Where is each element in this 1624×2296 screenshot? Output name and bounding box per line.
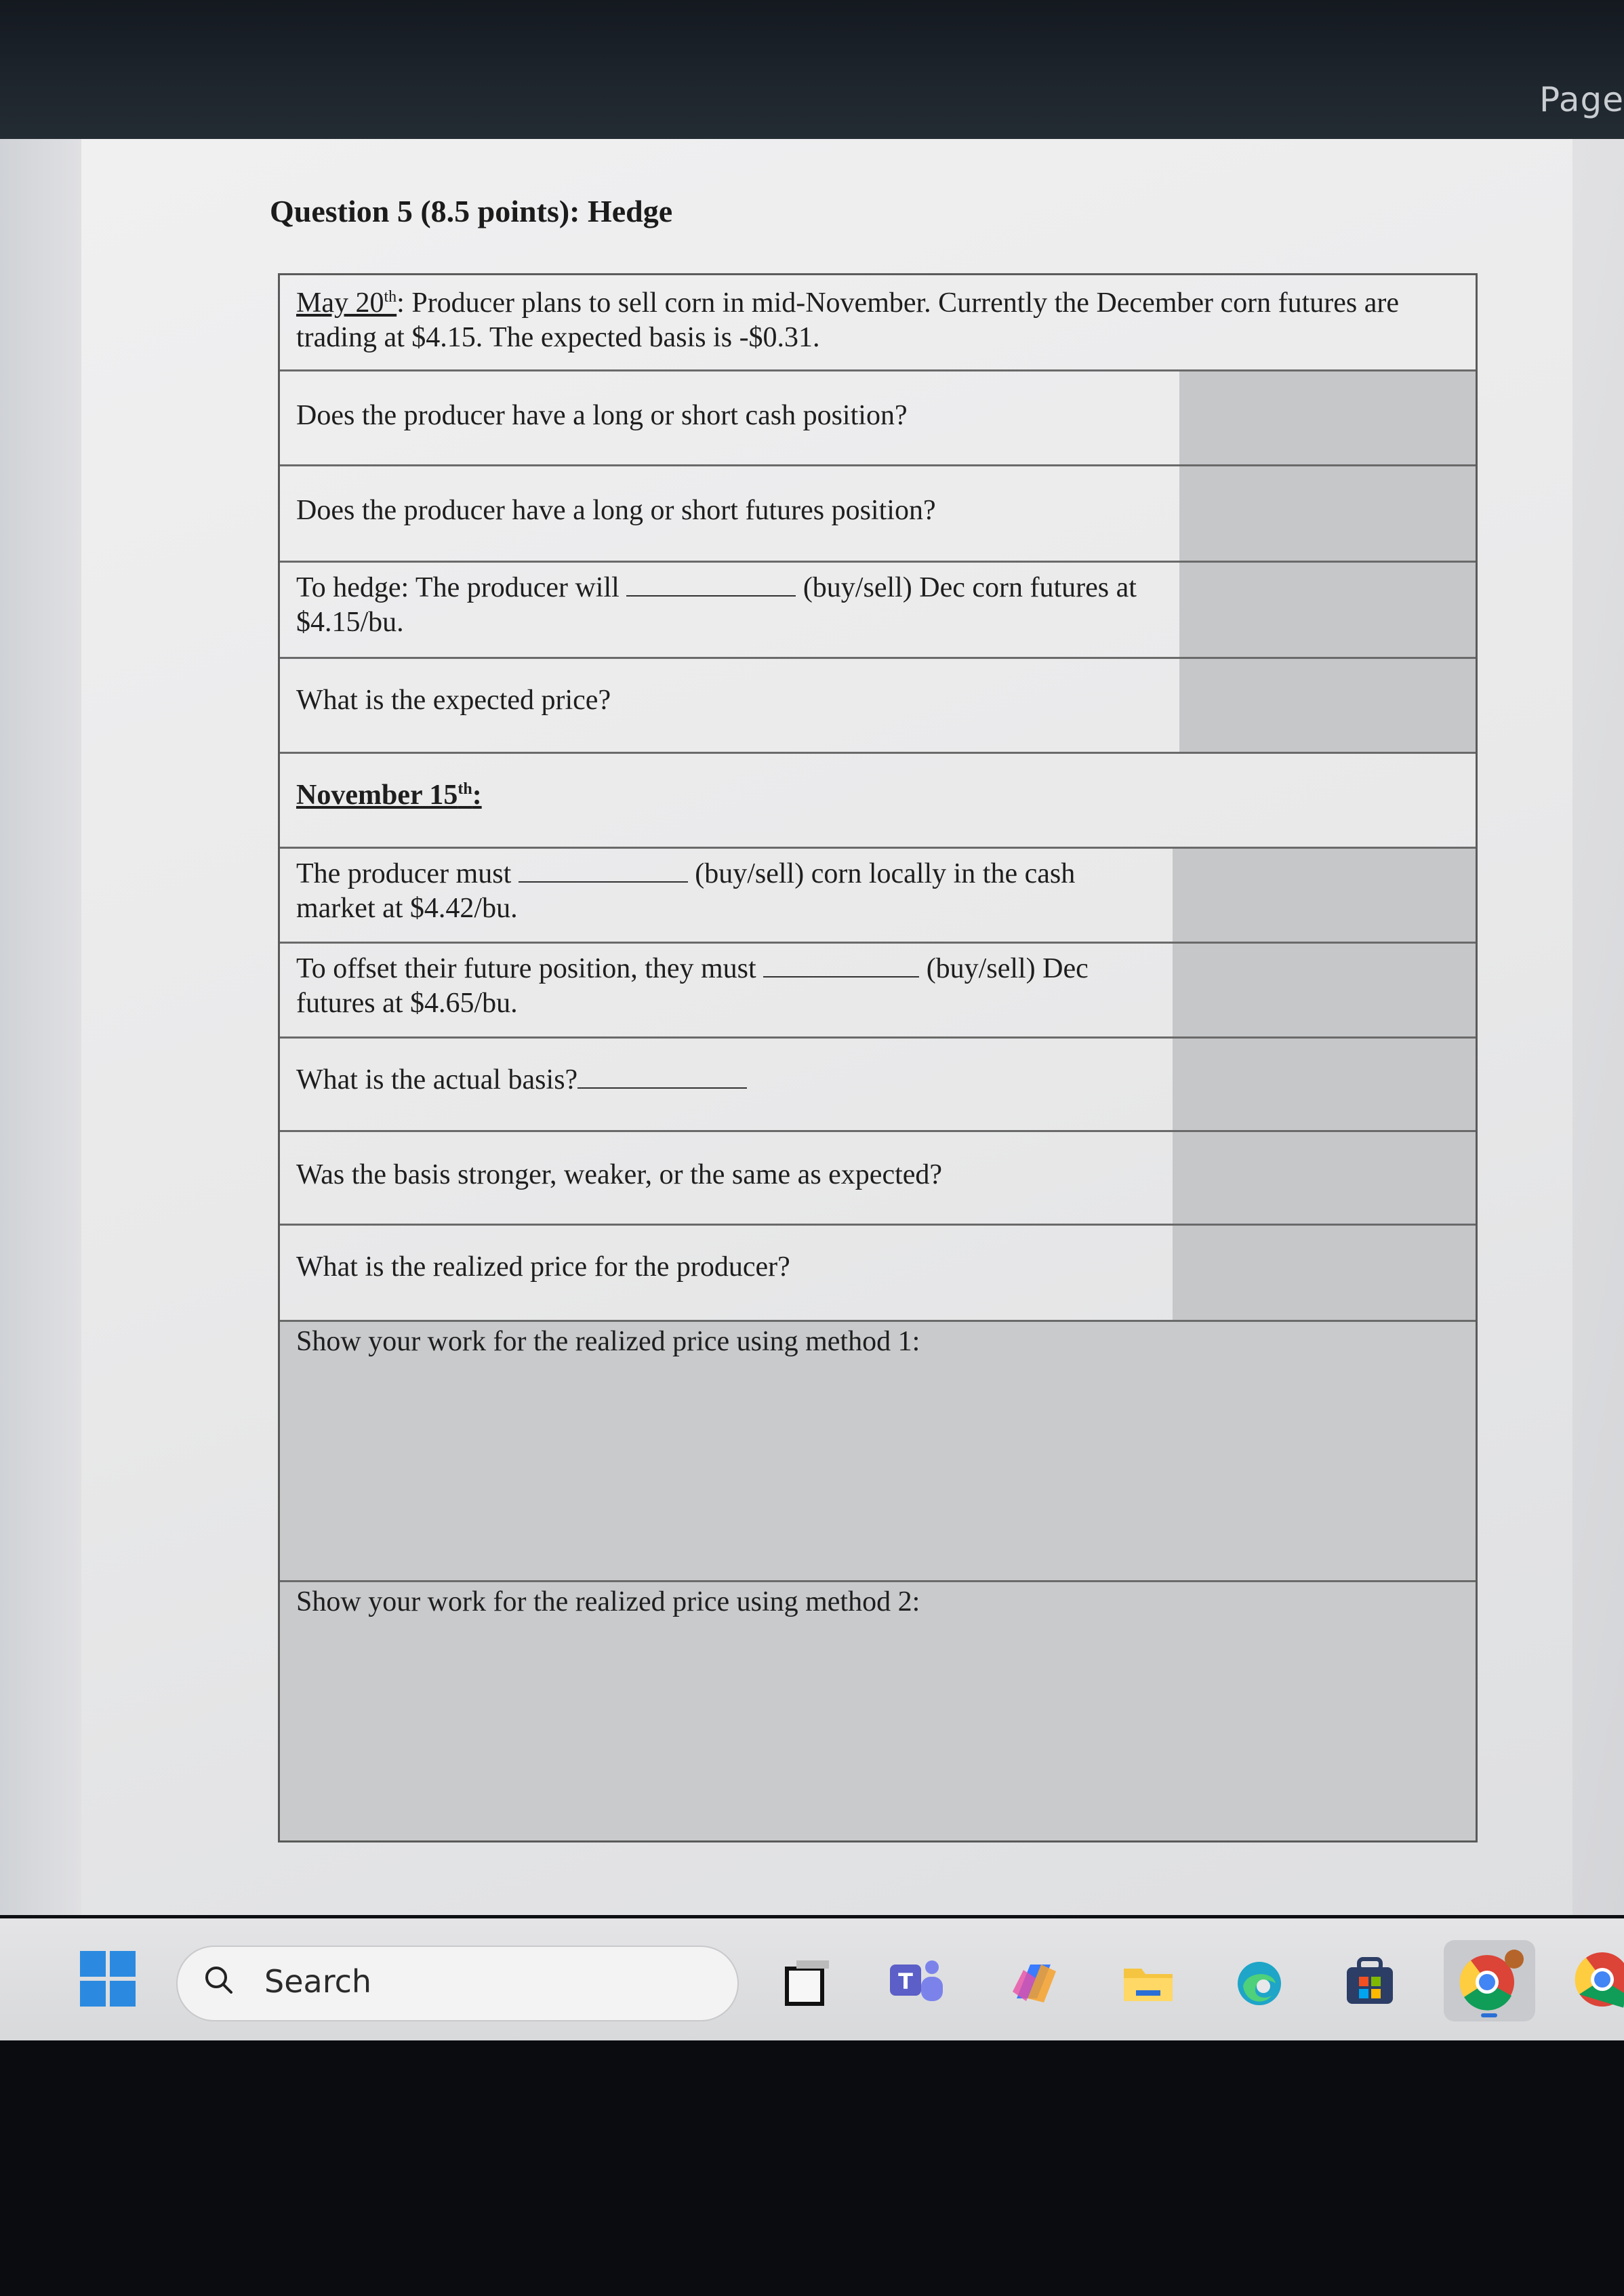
page-label: Page bbox=[1539, 80, 1624, 119]
question-title: Question 5 (8.5 points): Hedge bbox=[270, 194, 673, 228]
chrome-icon[interactable] bbox=[1444, 1940, 1535, 2021]
window-top-bar bbox=[0, 0, 1624, 139]
table-row bbox=[280, 659, 1476, 754]
row-question: Does the producer have a long or short cash position? bbox=[280, 371, 1181, 464]
answer-cell[interactable] bbox=[1173, 1039, 1476, 1130]
intro-text: : Producer plans to sell corn in mid-November. Currently the December corn futures are trading at $4.15. The expected basis is -$0.31. bbox=[296, 287, 1400, 354]
answer-blank[interactable] bbox=[626, 595, 796, 597]
row-question: What is the realized price for the producer? bbox=[280, 1226, 1175, 1320]
task-view-icon[interactable] bbox=[776, 1951, 838, 2013]
row-question: What is the actual basis? bbox=[280, 1039, 1175, 1130]
taskbar-search-box[interactable] bbox=[176, 1946, 739, 2021]
svg-text:T: T bbox=[898, 1969, 913, 1994]
table-row bbox=[280, 1226, 1476, 1322]
table-row bbox=[280, 466, 1476, 563]
row-question: To hedge: The producer will (buy/sell) Dec corn futures at $4.15/bu. bbox=[280, 563, 1181, 657]
table-row bbox=[280, 944, 1476, 1039]
answer-cell[interactable] bbox=[1173, 944, 1476, 1036]
intro-date: May 20th bbox=[296, 287, 397, 319]
work-area-row[interactable] bbox=[280, 1582, 1476, 1840]
row-question: Does the producer have a long or short futures position? bbox=[280, 466, 1181, 561]
answer-blank[interactable] bbox=[577, 1087, 747, 1089]
store-icon[interactable] bbox=[1339, 1951, 1401, 2013]
copilot-icon[interactable] bbox=[1003, 1951, 1065, 2013]
chrome-icon-2[interactable] bbox=[1559, 1940, 1624, 2015]
edge-icon[interactable] bbox=[1228, 1951, 1291, 2013]
table-row bbox=[280, 1039, 1476, 1132]
row-question: Was the basis stronger, weaker, or the same as expected? bbox=[280, 1132, 1175, 1224]
page-margin bbox=[0, 139, 81, 1915]
teams-icon[interactable] bbox=[885, 1951, 947, 2013]
answer-blank[interactable] bbox=[519, 881, 688, 883]
hedge-worksheet-table bbox=[278, 273, 1478, 1842]
table-row bbox=[280, 563, 1476, 659]
row-question: The producer must (buy/sell) corn locally in the cash market at $4.42/bu. bbox=[280, 849, 1175, 942]
work-area-row[interactable] bbox=[280, 1322, 1476, 1582]
row-question: What is the expected price? bbox=[280, 659, 1181, 752]
answer-cell[interactable] bbox=[1173, 849, 1476, 942]
section-header-row bbox=[280, 754, 1476, 849]
row-question: To offset their future position, they must (buy/sell) Dec futures at $4.65/bu. bbox=[280, 944, 1175, 1036]
table-row bbox=[280, 1132, 1476, 1226]
search-label: Search bbox=[264, 1963, 372, 2000]
answer-cell[interactable] bbox=[1179, 659, 1476, 752]
intro-cell bbox=[280, 275, 1476, 369]
section-date: November 15th: bbox=[296, 780, 482, 811]
laptop-bezel bbox=[0, 2040, 1624, 2296]
file-explorer-icon[interactable] bbox=[1117, 1951, 1179, 2013]
table-row bbox=[280, 849, 1476, 944]
answer-blank[interactable] bbox=[763, 976, 919, 978]
table-row bbox=[280, 371, 1476, 466]
answer-cell[interactable] bbox=[1179, 371, 1476, 464]
answer-cell[interactable] bbox=[1173, 1132, 1476, 1224]
answer-cell[interactable] bbox=[1173, 1226, 1476, 1320]
search-icon bbox=[203, 1965, 233, 1994]
answer-cell[interactable] bbox=[1179, 563, 1476, 657]
work-prompt: Show your work for the realized price using method 1: bbox=[296, 1326, 920, 1357]
work-prompt: Show your work for the realized price using method 2: bbox=[296, 1586, 920, 1617]
intro-row bbox=[280, 275, 1476, 371]
answer-cell[interactable] bbox=[1179, 466, 1476, 561]
windows-start-icon[interactable] bbox=[80, 1951, 137, 2008]
